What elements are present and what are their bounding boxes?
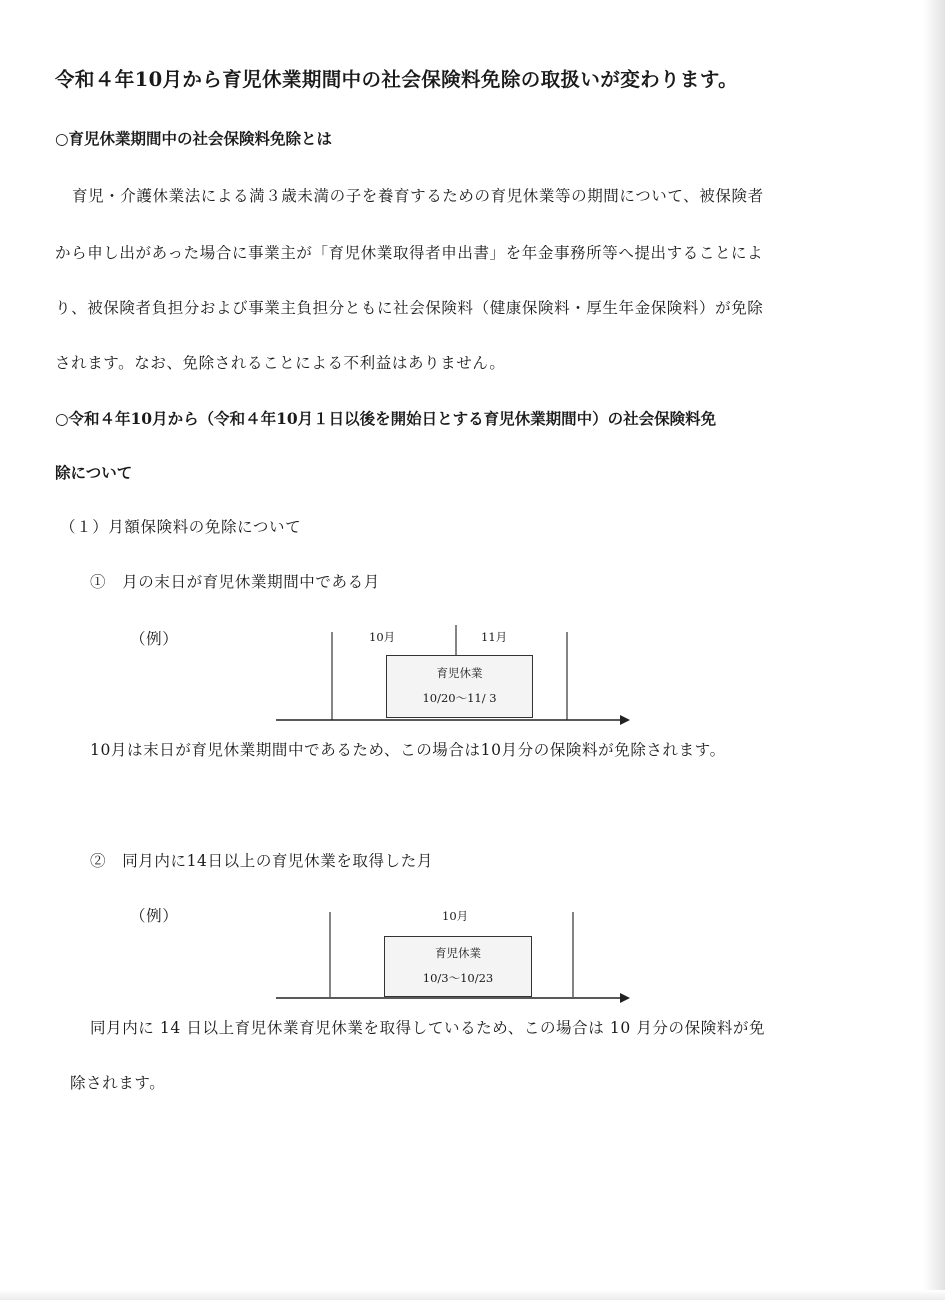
item1-example-label: （例） bbox=[130, 630, 179, 648]
item1-box-title: 育児休業 bbox=[436, 666, 483, 680]
item2-box-period: 10/3〜10/23 bbox=[422, 971, 494, 985]
item2-explanation-line-1: 同月内に 14 日以上育児休業育児休業を取得しているため、この場合は 10 月分の保険料が免 bbox=[90, 1019, 766, 1037]
item1-month-a-label: 10月 bbox=[369, 630, 396, 644]
section1-para-line-4: されます。なお、免除されることによる不利益はありません。 bbox=[55, 354, 506, 372]
item2-timeline-diagram bbox=[270, 902, 640, 1007]
item2-label: ② 同月内に14日以上の育児休業を取得した月 bbox=[90, 852, 433, 870]
item2-leave-period-box bbox=[384, 936, 532, 997]
page-title: 令和４年10月から育児休業期間中の社会保険料免除の取扱いが変わります。 bbox=[55, 68, 739, 91]
item1-leave-period-box bbox=[386, 655, 533, 718]
section2-heading-line-1: ○令和４年10月から（令和４年10月１日以後を開始日とする育児休業期間中）の社会保険料免 bbox=[55, 409, 717, 428]
subsection-1-heading: （１）月額保険料の免除について bbox=[60, 518, 302, 536]
item1-month-b-label: 11月 bbox=[481, 630, 508, 644]
section1-para-line-3: り、被保険者負担分および事業主負担分ともに社会保険料（健康保険料・厚生年金保険料）が免除 bbox=[55, 299, 764, 317]
section1-heading: ○育児休業期間中の社会保険料免除とは bbox=[55, 129, 333, 148]
item1-timeline-diagram bbox=[270, 625, 640, 730]
item1-axis-arrow-icon bbox=[620, 715, 630, 725]
item1-label: ① 月の末日が育児休業期間中である月 bbox=[90, 573, 380, 591]
page-scan-edge-right bbox=[923, 0, 945, 1300]
item2-box-title: 育児休業 bbox=[435, 946, 481, 960]
section1-para-line-1: 育児・介護休業法による満３歳未満の子を養育するための育児休業等の期間について、被保険者 bbox=[72, 187, 764, 205]
section2-heading-line-2: 除について bbox=[55, 463, 133, 482]
item1-box-period: 10/20〜11/ 3 bbox=[422, 691, 497, 705]
item2-axis-arrow-icon bbox=[620, 993, 630, 1003]
section1-para-line-2: から申し出があった場合に事業主が「育児休業取得者申出書」を年金事務所等へ提出することによ bbox=[55, 244, 764, 262]
item2-explanation-line-2: 除されます。 bbox=[70, 1074, 166, 1092]
item2-month-label: 10月 bbox=[442, 909, 469, 923]
page-scan-edge-bottom bbox=[0, 1290, 945, 1300]
item1-explanation: 10月は末日が育児休業期間中であるため、この場合は10月分の保険料が免除されます。 bbox=[90, 741, 726, 759]
item2-example-label: （例） bbox=[130, 907, 179, 925]
